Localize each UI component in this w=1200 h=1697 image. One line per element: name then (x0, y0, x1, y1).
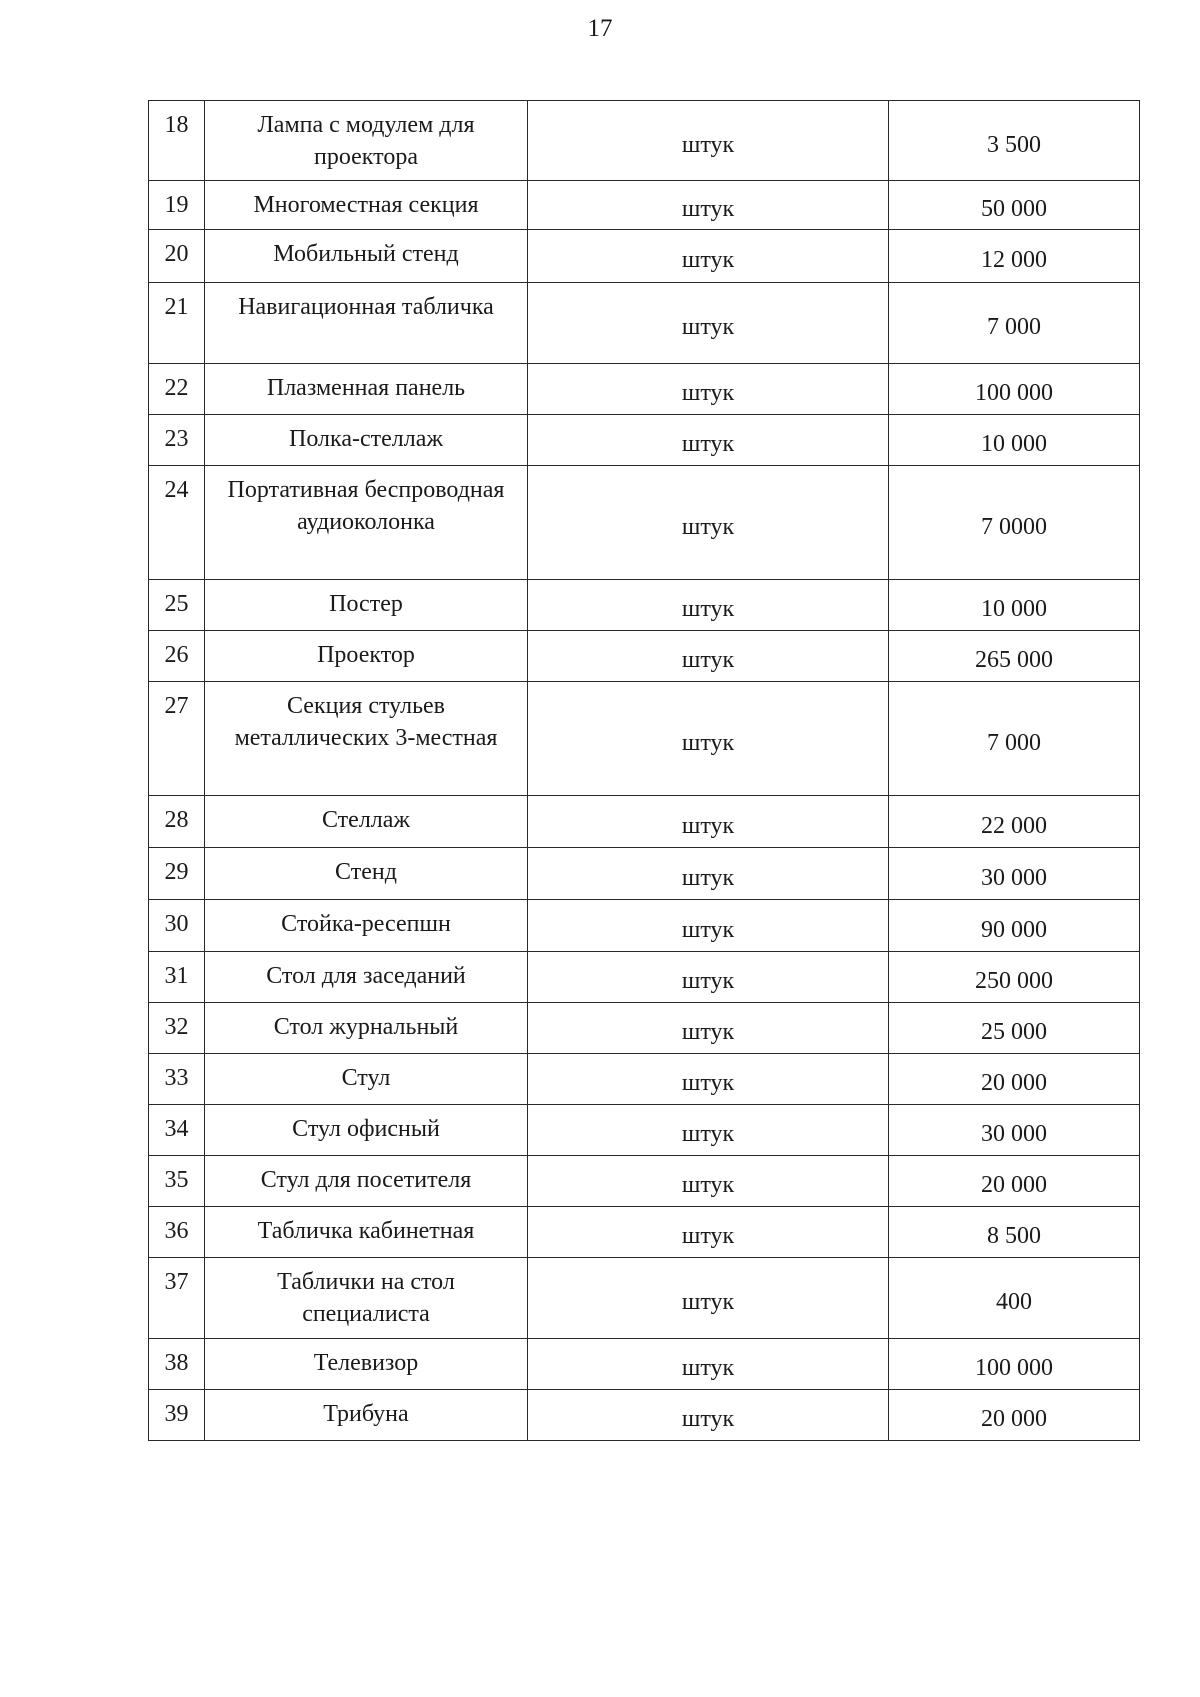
item-name: Лампа с модулем для проектора (205, 101, 528, 181)
item-unit: штук (528, 682, 889, 796)
item-unit: штук (528, 415, 889, 466)
item-price: 30 000 (889, 1105, 1140, 1156)
item-unit: штук (528, 848, 889, 900)
items-table (148, 100, 1140, 1441)
table-row (149, 1105, 1140, 1156)
item-price: 50 000 (889, 181, 1140, 230)
row-number: 29 (149, 848, 205, 900)
table-row (149, 364, 1140, 415)
item-unit: штук (528, 1156, 889, 1207)
table-row (149, 1054, 1140, 1105)
row-number: 37 (149, 1258, 205, 1339)
item-unit: штук (528, 952, 889, 1003)
item-price: 7 000 (889, 283, 1140, 364)
table-row (149, 1003, 1140, 1054)
table-row (149, 466, 1140, 580)
item-price: 100 000 (889, 1339, 1140, 1390)
item-unit: штук (528, 796, 889, 848)
row-number: 24 (149, 466, 205, 580)
row-number: 27 (149, 682, 205, 796)
item-price: 7 0000 (889, 466, 1140, 580)
table-row (149, 796, 1140, 848)
item-name: Навигационная табличка (205, 283, 528, 364)
item-price: 10 000 (889, 415, 1140, 466)
row-number: 21 (149, 283, 205, 364)
table-row (149, 230, 1140, 283)
item-unit: штук (528, 101, 889, 181)
item-price: 22 000 (889, 796, 1140, 848)
item-name: Стол журнальный (205, 1003, 528, 1054)
row-number: 18 (149, 101, 205, 181)
row-number: 36 (149, 1207, 205, 1258)
item-price: 20 000 (889, 1390, 1140, 1441)
item-unit: штук (528, 364, 889, 415)
item-unit: штук (528, 1258, 889, 1339)
item-name: Полка-стеллаж (205, 415, 528, 466)
item-unit: штук (528, 631, 889, 682)
table-row (149, 1258, 1140, 1339)
item-name: Стеллаж (205, 796, 528, 848)
row-number: 26 (149, 631, 205, 682)
item-name: Постер (205, 580, 528, 631)
item-unit: штук (528, 230, 889, 283)
table-row (149, 580, 1140, 631)
table-row (149, 1339, 1140, 1390)
item-name: Секция стульев металлических 3-местная (205, 682, 528, 796)
item-price: 90 000 (889, 900, 1140, 952)
item-unit: штук (528, 1054, 889, 1105)
table-row (149, 1390, 1140, 1441)
item-name: Мобильный стенд (205, 230, 528, 283)
row-number: 39 (149, 1390, 205, 1441)
item-name: Таблички на стол специалиста (205, 1258, 528, 1339)
row-number: 19 (149, 181, 205, 230)
table-row (149, 848, 1140, 900)
item-price: 20 000 (889, 1156, 1140, 1207)
item-name: Трибуна (205, 1390, 528, 1441)
table-row (149, 101, 1140, 181)
row-number: 33 (149, 1054, 205, 1105)
items-table-container (148, 100, 1140, 1441)
item-price: 250 000 (889, 952, 1140, 1003)
item-unit: штук (528, 1390, 889, 1441)
item-name: Многоместная секция (205, 181, 528, 230)
row-number: 20 (149, 230, 205, 283)
table-row (149, 283, 1140, 364)
item-price: 10 000 (889, 580, 1140, 631)
row-number: 34 (149, 1105, 205, 1156)
item-unit: штук (528, 900, 889, 952)
row-number: 25 (149, 580, 205, 631)
row-number: 30 (149, 900, 205, 952)
row-number: 28 (149, 796, 205, 848)
row-number: 38 (149, 1339, 205, 1390)
item-price: 30 000 (889, 848, 1140, 900)
item-unit: штук (528, 466, 889, 580)
item-unit: штук (528, 1339, 889, 1390)
item-name: Стойка-ресепшн (205, 900, 528, 952)
item-price: 25 000 (889, 1003, 1140, 1054)
item-unit: штук (528, 181, 889, 230)
table-row (149, 1156, 1140, 1207)
item-price: 20 000 (889, 1054, 1140, 1105)
table-row (149, 631, 1140, 682)
row-number: 23 (149, 415, 205, 466)
item-price: 400 (889, 1258, 1140, 1339)
table-row (149, 415, 1140, 466)
item-price: 100 000 (889, 364, 1140, 415)
row-number: 22 (149, 364, 205, 415)
item-name: Стул для посетителя (205, 1156, 528, 1207)
item-name: Плазменная панель (205, 364, 528, 415)
item-unit: штук (528, 1003, 889, 1054)
table-row (149, 1207, 1140, 1258)
item-price: 7 000 (889, 682, 1140, 796)
item-price: 12 000 (889, 230, 1140, 283)
page-number: 17 (587, 15, 613, 42)
item-unit: штук (528, 283, 889, 364)
item-price: 8 500 (889, 1207, 1140, 1258)
table-row (149, 952, 1140, 1003)
row-number: 32 (149, 1003, 205, 1054)
item-name: Табличка кабинетная (205, 1207, 528, 1258)
item-name: Телевизор (205, 1339, 528, 1390)
item-name: Стул (205, 1054, 528, 1105)
table-row (149, 682, 1140, 796)
row-number: 35 (149, 1156, 205, 1207)
item-unit: штук (528, 1207, 889, 1258)
table-row (149, 900, 1140, 952)
item-unit: штук (528, 580, 889, 631)
item-name: Стенд (205, 848, 528, 900)
item-name: Портативная беспроводная аудиоколонка (205, 466, 528, 580)
item-unit: штук (528, 1105, 889, 1156)
item-name: Стул офисный (205, 1105, 528, 1156)
item-price: 3 500 (889, 101, 1140, 181)
row-number: 31 (149, 952, 205, 1003)
item-price: 265 000 (889, 631, 1140, 682)
item-name: Стол для заседаний (205, 952, 528, 1003)
table-row (149, 181, 1140, 230)
item-name: Проектор (205, 631, 528, 682)
